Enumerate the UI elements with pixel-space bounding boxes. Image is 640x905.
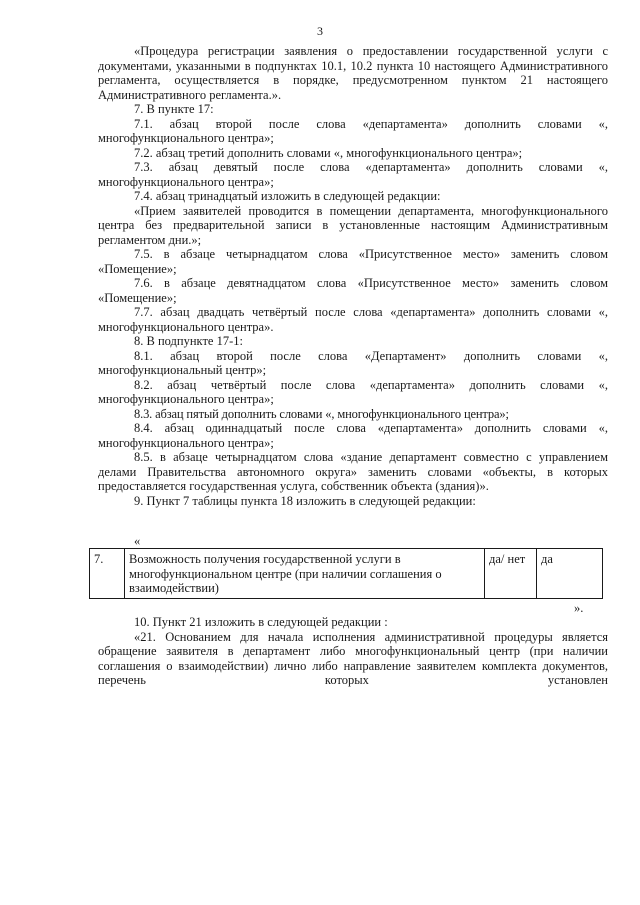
paragraph: 10. Пункт 21 изложить в следующей редакции : (134, 615, 388, 629)
paragraph: 8.2. абзац четвёртый после слова «департамента» дополнить словами «, многофункционального центра»; (98, 377, 608, 406)
paragraph: 8.3. абзац пятый дополнить словами «, многофункционального центра»; (134, 406, 509, 421)
paragraph: «Процедура регистрации заявления о предоставлении государственной услуги с документами, указанными в подпунктах 10.1, 10.2 пункта 10 настоящего Административного регламента, осуществляется в порядке, предусмотренном пунктом 21 настоящего Административного регламента.». (98, 44, 608, 102)
table-cell-text: Возможность получения государственной услуги в многофункциональном центре (при наличии соглашения о взаимодействии) (125, 549, 485, 599)
table-cell-number: 7. (90, 549, 125, 599)
paragraph: «Прием заявителей проводится в помещении департамента, многофункционального центра без предварительной записи в установленные настоящим Административным регламентом дни.»; (98, 203, 608, 247)
table-cell-value: да (537, 549, 603, 599)
paragraph: 9. Пункт 7 таблицы пункта 18 изложить в следующей редакции: (134, 493, 476, 508)
table-cell-options: да/ нет (485, 549, 537, 599)
quote-close-mark: ». (574, 601, 584, 615)
document-body-bottom (98, 615, 608, 688)
table-row (90, 549, 603, 599)
document-body-top (98, 44, 608, 508)
paragraph: 7.6. в абзаце девятнадцатом слова «Присутственное место» заменить словом «Помещение»; (98, 276, 608, 305)
page-number: 3 (317, 24, 323, 38)
paragraph: 7.2. абзац третий дополнить словами «, многофункционального центра»; (134, 145, 523, 160)
paragraph: 8.4. абзац одиннадцатый после слова «департамента» дополнить словами «, многофункционального центра»; (98, 421, 608, 450)
paragraph: 7.4. абзац тринадцатый изложить в следующей редакции: (134, 189, 441, 203)
paragraph: 7.5. в абзаце четырнадцатом слова «Присутственное место» заменить словом «Помещение»; (98, 247, 608, 276)
paragraph: «21. Основанием для начала исполнения административной процедуры является обращение заявителя в департамент либо многофункциональный центр (при наличии соглашения о взаимодействии) лично либо направление заявителем комплекта документов, перечень которых установлен (98, 629, 608, 687)
amendment-table (89, 548, 603, 599)
paragraph: 7.3. абзац девятый после слова «департамента» дополнить словами «, многофункционального центра»; (98, 160, 608, 189)
paragraph: 8.5. в абзаце четырнадцатом слова «здание департамент совместно с управлением делами Правительства автономного округа» заменить словами «объекты, в которых предоставляется государственная услуга, собственник объекта (здания)». (98, 450, 608, 493)
paragraph: 8.1. абзац второй после слова «Департамент» дополнить словами «, многофункциональный центр»; (98, 348, 608, 377)
paragraph: 7. В пункте 17: (134, 102, 214, 116)
quote-open-mark: « (134, 534, 141, 548)
paragraph: 8. В подпункте 17-1: (134, 334, 243, 348)
paragraph: 7.7. абзац двадцать четвёртый после слова «департамента» дополнить словами «, многофункционального центра». (98, 305, 608, 334)
paragraph: 7.1. абзац второй после слова «департамента» дополнить словами «, многофункционального центра»; (98, 116, 608, 145)
